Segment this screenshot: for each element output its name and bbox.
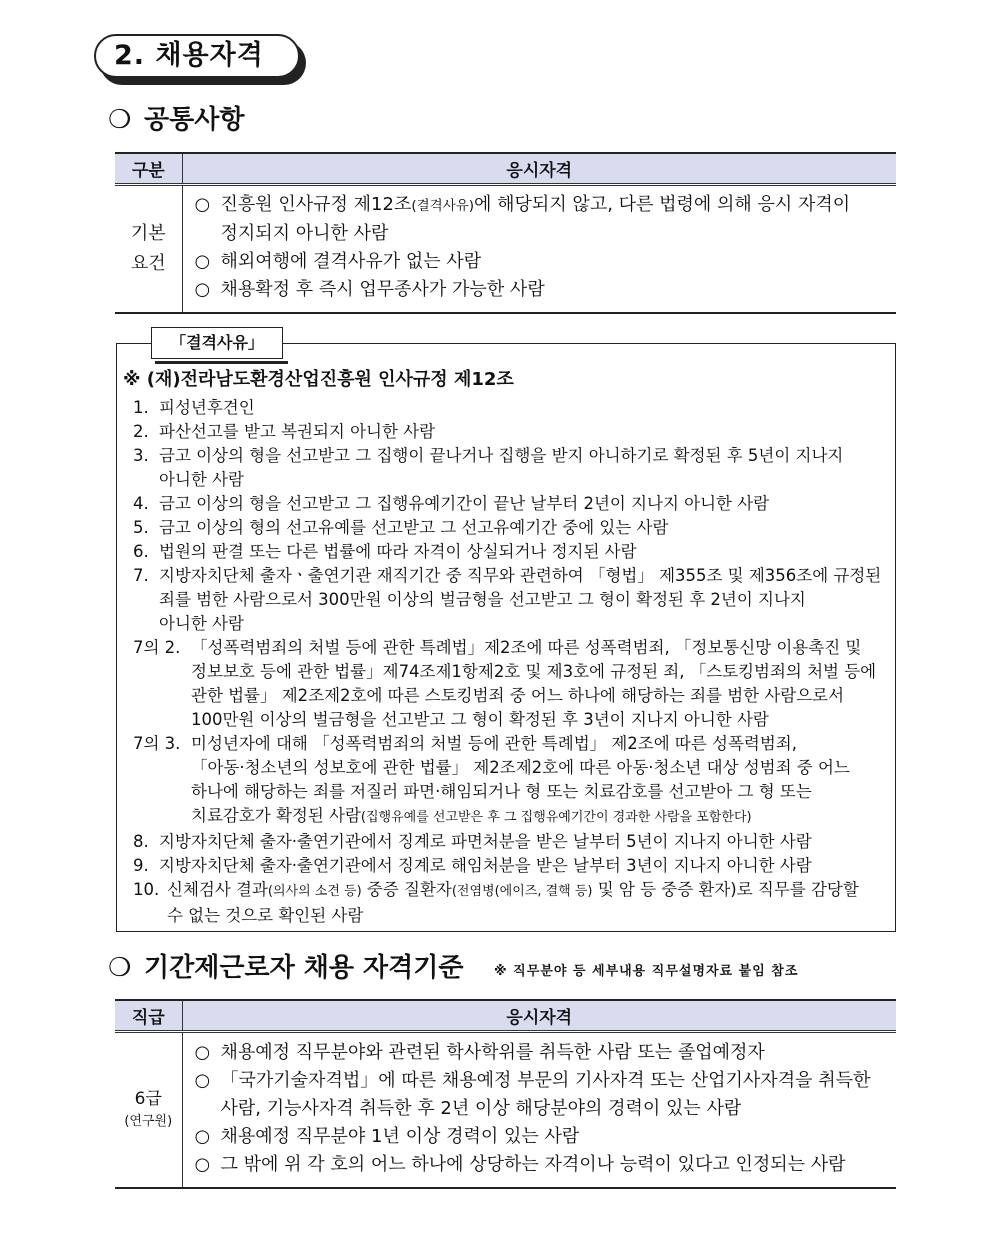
- section-title-badge: [94, 34, 306, 86]
- circle-bullet-icon: ○: [194, 279, 211, 301]
- section-title: 2. 채용자격: [94, 34, 300, 78]
- common-heading: [108, 104, 244, 136]
- list-item-continuation: 정보보호 등에 관한 법률」제74조제1항제2호 및 제3호에 규정된 죄, 「스토킹범죄의 처벌 등에: [191, 662, 877, 681]
- list-item-continuation: 하나에 해당하는 죄를 저질러 파면·해임되거나 형 또는 치료감호를 선고받아 그 형 또는: [191, 782, 812, 801]
- list-item: 7의 3. 미성년자에 대해 「성폭력범죄의 처벌 등에 관한 특례법」 제2조에 따른 성폭력범죄,: [133, 734, 797, 753]
- circle-bullet-icon: ○: [194, 1069, 211, 1091]
- list-item-continuation: 100만원 이상의 벌금형을 선고받고 그 형이 확정된 후 3년이 지나지 아니한 사람: [191, 710, 769, 729]
- list-item: 5. 금고 이상의 형의 선고유예를 선고받고 그 선고유예기간 중에 있는 사람: [133, 518, 669, 537]
- col-header-qualification: 응시자격: [182, 1000, 896, 1031]
- disqualification-heading: ※ (재)전라남도환경산업진흥원 인사규정 제12조: [123, 369, 514, 390]
- list-item: ○ 해외여행에 결격사유가 없는 사람: [187, 248, 889, 276]
- list-item: ○ 채용예정 직무분야 1년 이상 경력이 있는 사람: [187, 1123, 889, 1151]
- list-item-continuation: 아니한 사람: [159, 470, 244, 489]
- heading-bullet-icon: ❍: [108, 105, 132, 135]
- basic-requirements-cell: [182, 184, 896, 313]
- common-requirements-table: [115, 152, 896, 314]
- list-item: 9. 지방자치단체 출자·출연기관에서 징계로 해임처분을 받은 날부터 3년이 지나지 아니한 사람: [133, 856, 812, 875]
- list-item: 3. 금고 이상의 형을 선고받고 그 집행이 끝나거나 집행을 받지 아니하기로 확정된 후 5년이 지나지: [133, 446, 844, 465]
- list-item-continuation: 사람, 기능사자격 취득한 후 2년 이상 해당분야의 경력이 있는 사람: [220, 1097, 742, 1119]
- row-label-line1: 기본: [130, 222, 166, 244]
- circle-bullet-icon: ○: [194, 1125, 211, 1147]
- list-item: 4. 금고 이상의 형을 선고받고 그 집행유예기간이 끝난 날부터 2년이 지나지 아니한 사람: [133, 494, 770, 513]
- list-item-continuation: 치료감호가 확정된 사람(집행유예를 선고받은 후 그 집행유예기간이 경과한 사람을 포함한다): [191, 806, 752, 825]
- list-item: 8. 지방자치단체 출자·출연기관에서 징계로 파면처분을 받은 날부터 5년이 지나지 아니한 사람: [133, 832, 812, 851]
- list-item-continuation: 「아동·청소년의 성보호에 관한 법률」 제2조제2호에 따른 아동·청소년 대상 성범죄 중 어느: [191, 758, 850, 777]
- list-item: ○ 채용예정 직무분야와 관련된 학사학위를 취득한 사람 또는 졸업예정자: [187, 1039, 889, 1067]
- circle-bullet-icon: ○: [194, 251, 211, 273]
- contract-requirements-table: [115, 999, 896, 1189]
- row-label-line2: 요건: [130, 252, 166, 274]
- contract-requirements-cell: [182, 1031, 896, 1188]
- list-item-continuation: 정지되지 아니한 사람: [220, 223, 389, 245]
- list-item: 2. 파산선고를 받고 복권되지 아니한 사람: [133, 422, 436, 441]
- contract-note: ※ 직무분야 등 세부내용 직무설명자료 붙임 참조: [494, 964, 799, 979]
- list-item-continuation: 수 없는 것으로 확인된 사람: [167, 906, 364, 925]
- row-label-basic: [115, 184, 182, 313]
- list-item: 7. 지방자치단체 출자ㆍ출연기관 재직기간 중 직무와 관련하여 「형법」 제355조 및 제356조에 규정된: [133, 566, 882, 585]
- col-header-qualification: 응시자격: [182, 153, 896, 184]
- grade-label: 6급: [134, 1088, 162, 1109]
- disqualification-label: 「결격사유」: [151, 327, 283, 359]
- contract-heading-text: 기간제근로자 채용 자격기준: [144, 953, 464, 983]
- disqualification-content: [123, 368, 888, 928]
- list-item: ○ 진흥원 인사규정 제12조(결격사유)에 해당되지 않고, 다른 법령에 의해 응시 자격이: [187, 191, 889, 220]
- grade-cell: [115, 1031, 182, 1188]
- list-item: ○ 채용확정 후 즉시 업무종사가 가능한 사람: [187, 276, 889, 304]
- common-heading-text: 공통사항: [144, 105, 245, 135]
- circle-bullet-icon: ○: [194, 1153, 211, 1175]
- list-item: 6. 법원의 판결 또는 다른 법률에 따라 자격이 상실되거나 정지된 사람: [133, 542, 637, 561]
- list-item: 1. 피성년후견인: [133, 398, 255, 417]
- heading-bullet-icon: ❍: [108, 953, 132, 983]
- list-item: ○ 「국가기술자격법」에 따른 채용예정 부문의 기사자격 또는 산업기사자격을 취득한: [187, 1067, 889, 1095]
- list-item-continuation: 관한 법률」 제2조제2호에 따른 스토킹범죄 중 어느 하나에 해당하는 죄를 범한 사람으로서: [191, 686, 845, 705]
- col-header-grade: 직급: [115, 1000, 182, 1031]
- list-item-continuation: 죄를 범한 사람으로서 300만원 이상의 벌금형을 선고받고 그 형이 확정된 후 2년이 지나지: [159, 590, 806, 609]
- col-header-category: 구분: [115, 153, 182, 184]
- grade-sub-label: (연구원): [124, 1113, 173, 1129]
- circle-bullet-icon: ○: [194, 1041, 211, 1063]
- contract-heading: [108, 952, 464, 984]
- list-item: ○ 그 밖에 위 각 호의 어느 하나에 상당하는 자격이나 능력이 있다고 인정되는 사람: [187, 1151, 889, 1179]
- list-item: 10. 신체검사 결과(의사의 소견 등) 중증 질환자(전염병(에이즈, 결핵 등) 및 암 등 중증 환자)로 직무를 감당할: [133, 880, 859, 899]
- circle-bullet-icon: ○: [194, 194, 211, 216]
- list-item-continuation: 아니한 사람: [159, 614, 244, 633]
- list-item: 7의 2. 「성폭력범죄의 처벌 등에 관한 특례법」제2조에 따른 성폭력범죄, 「정보통신망 이용촉진 및: [133, 638, 862, 657]
